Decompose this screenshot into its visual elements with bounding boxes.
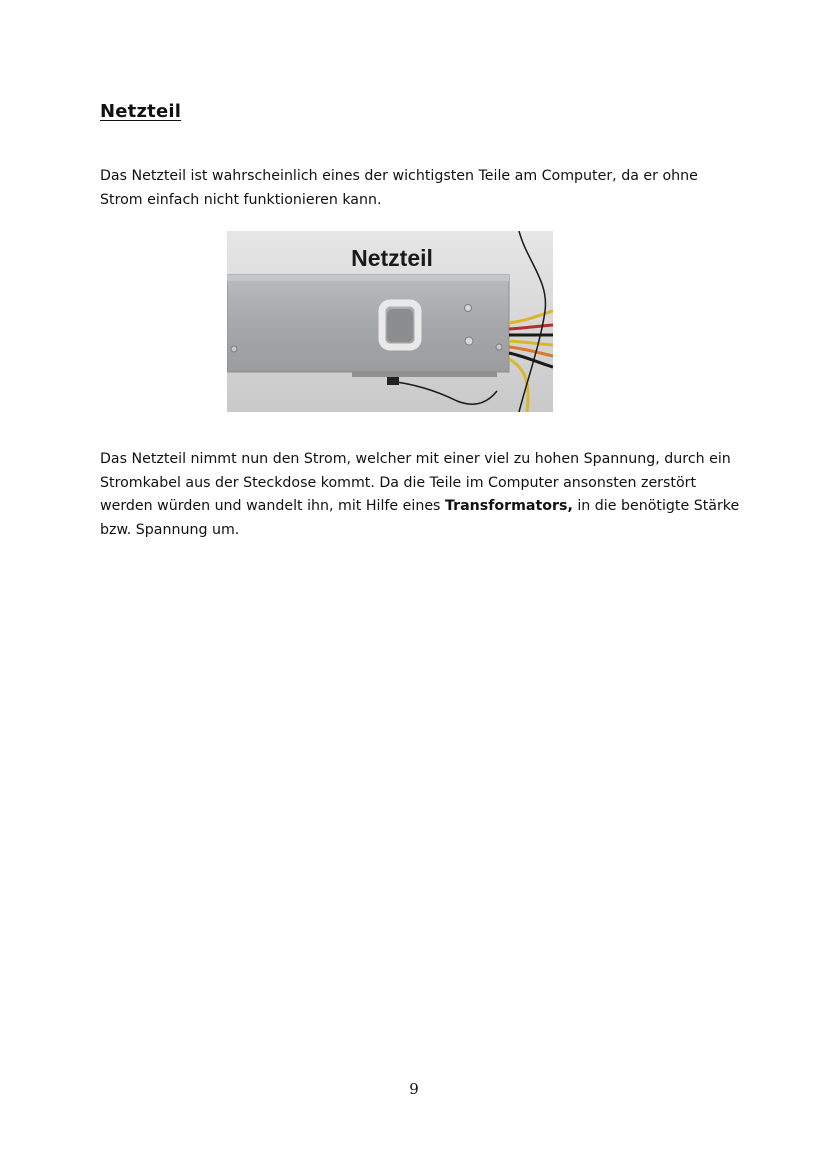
section-heading: Netzteil [100, 101, 182, 122]
cable-connector [387, 377, 399, 385]
page-number: 9 [409, 1080, 419, 1098]
photo-label: Netzteil [351, 245, 433, 271]
screw-icon [496, 344, 502, 350]
psu-bottom-rail [352, 371, 497, 377]
power-supply-illustration [227, 231, 553, 412]
psu-housing [227, 275, 509, 372]
body-text-end: in die benötigte Stärke bzw. Spannung um. [100, 498, 740, 538]
body-paragraph [100, 448, 740, 542]
psu-top-edge [227, 275, 509, 281]
intro-paragraph: Das Netzteil ist wahrscheinlich eines der wichtigsten Teile am Computer, da er ohne Strom einfach nicht funktionieren kann. [100, 168, 698, 208]
body-text-start: Das Netzteil nimmt nun den Strom, welcher mit einer viel zu hohen Spannung, durch ein Stromkabel aus der Steckdose kommt. Da die Teile im Computer ansonsten zerstört werden würden und wandelt ihn, mit Hilfe eines [100, 451, 731, 514]
power-supply-photo [227, 231, 553, 412]
psu-handle-recess [387, 309, 413, 342]
screw-icon [465, 305, 472, 312]
screw-icon [231, 346, 237, 352]
screw-icon [465, 337, 473, 345]
bold-term: Transformators, [444, 498, 573, 514]
